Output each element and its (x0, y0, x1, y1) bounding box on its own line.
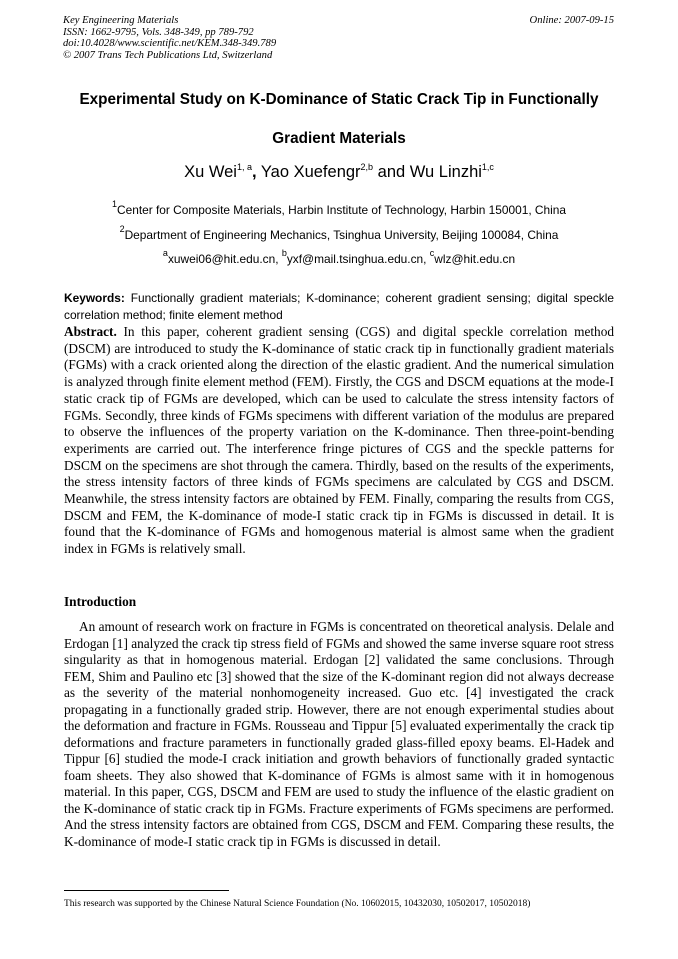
journal-name: Key Engineering Materials (63, 15, 179, 26)
paper-title-line-1: Experimental Study on K-Dominance of Static Crack Tip in Functionally (79, 91, 599, 108)
footnote-rule (64, 890, 229, 891)
copyright-line: © 2007 Trans Tech Publications Ltd, Switzerland (63, 49, 273, 61)
affiliation-2-text: Department of Engineering Mechanics, Tsinghua University, Beijing 100084, China (124, 228, 559, 242)
keywords-label: Keywords: (64, 291, 125, 305)
paper-title-line-2: Gradient Materials (272, 130, 406, 147)
author-3-name: and Wu Linzhi (377, 163, 482, 181)
keywords-block (64, 290, 614, 324)
abstract-block (64, 324, 614, 558)
funding-footnote: This research was supported by the Chinese Natural Science Foundation (No. 10602015, 10432030, 10502017, 10502018) (64, 899, 531, 909)
affiliation-2 (40, 224, 638, 242)
doi-line: doi:10.4028/www.scientific.net/KEM.348-349.789 (63, 38, 277, 50)
affiliation-1-text: Center for Composite Materials, Harbin Institute of Technology, Harbin 150001, China (117, 203, 566, 217)
affiliation-1-marker: 1 (111, 199, 117, 209)
introduction-paragraph: An amount of research work on fracture in FGMs is concentrated on theoretical analysis. Delale and Erdogan [1] analyzed the crack tip stress field of FGMs and showed the same inverse square root stress singularity as that in homogenous material. Erdogan [2] validated the same conclusions. Through FEM, Shim and Paulino etc [3] showed that the size of the K-dominant region did not always decrease as the severity of the material nonhomogeneity increased. Guo etc. [4] investigated the crack propagating in a functionally graded strip. However, there are not enough experimental studies about the deformation and fracture in FGMs. Rousseau and Tippur [5] evaluated experimentally the crack tip deformations and fracture parameters in functionally graded glass-filled epoxy beams. El-Hadek and Tippur [6] studied the mode-I crack initiation and growth behaviors of functionally graded syntactic foam sheets. They also showed that K-dominance of FGMs is almost same with it in homogenous material. In this paper, CGS, DSCM and FEM are used to study the influence of the elastic gradient on the K-dominance of static crack tip in FGMs. Fracture experiments of FGMs specimens are performed. And the stress intensity factors are obtained from CGS, DSCM and FEM. Comparing these results, the K-dominance of mode-I static crack tip in FGMs is discussed in detail. (64, 619, 614, 849)
author-1-name: Xu Wei (184, 163, 237, 181)
email-b: yxf@mail.tsinghua.edu.cn, (286, 252, 430, 266)
author-2-name: Yao Xuefengr (260, 163, 361, 181)
email-a-marker: a (162, 248, 168, 258)
email-c: wlz@hit.edu.cn (434, 252, 516, 266)
affiliation-2-marker: 2 (119, 224, 125, 234)
author-3-affil: 1,c (481, 162, 494, 172)
author-separator: , (251, 163, 257, 181)
keywords-text: Functionally gradient materials; K-dominance; coherent gradient sensing; digital speckle correlation method; finite element method (64, 291, 614, 322)
email-c-marker: c (429, 248, 435, 258)
email-line (40, 248, 638, 266)
issn-line: ISSN: 1662-9795, Vols. 348-349, pp 789-792 (63, 26, 254, 38)
journal-header (63, 15, 276, 61)
affiliation-1 (40, 199, 638, 217)
online-date: Online: 2007-09-15 (529, 15, 614, 26)
author-list (40, 163, 638, 182)
author-2-affil: 2,b (360, 162, 374, 172)
abstract-text: In this paper, coherent gradient sensing (CGS) and digital speckle correlation method (DSCM) are introduced to study the K-dominance of static crack tip in functionally gradient materials (FGMs) with a crack oriented along the direction of the elastic gradient. And the numerical simulation is analyzed through finite element method (FEM). Firstly, the CGS and DSCM equations at the mode-I static crack tip of FGMs are developed, which can be used to calculate the stress intensity factors of FGMs. Secondly, three kinds of FGMs specimens with different variation of the modulus are prepared to observe the influences of the property variation on the K-dominance. Then three-point-bending experiments are carried out. The interference fringe pictures of CGS and the speckle patterns for DSCM on the specimens are shot through the camera. Thirdly, based on the results of the experiments, the stress intensity factors of three kinds of FGMs specimens are calculated by CGS and DSCM. Meanwhile, the stress intensity factors are obtained by FEM. Finally, comparing the results from CGS, DSCM and FEM, the K-dominance of mode-I static crack tip in FGMs is discussed in detail. It is found that the K-dominance of FGMs and homogenous material is almost same when the gradient index in FGMs is relatively small. (64, 324, 614, 557)
introduction-heading: Introduction (64, 594, 137, 609)
abstract-label: Abstract. (64, 324, 117, 339)
email-a: xuwei06@hit.edu.cn, (167, 252, 282, 266)
email-b-marker: b (281, 248, 287, 258)
author-1-affil: 1, a (236, 162, 252, 172)
